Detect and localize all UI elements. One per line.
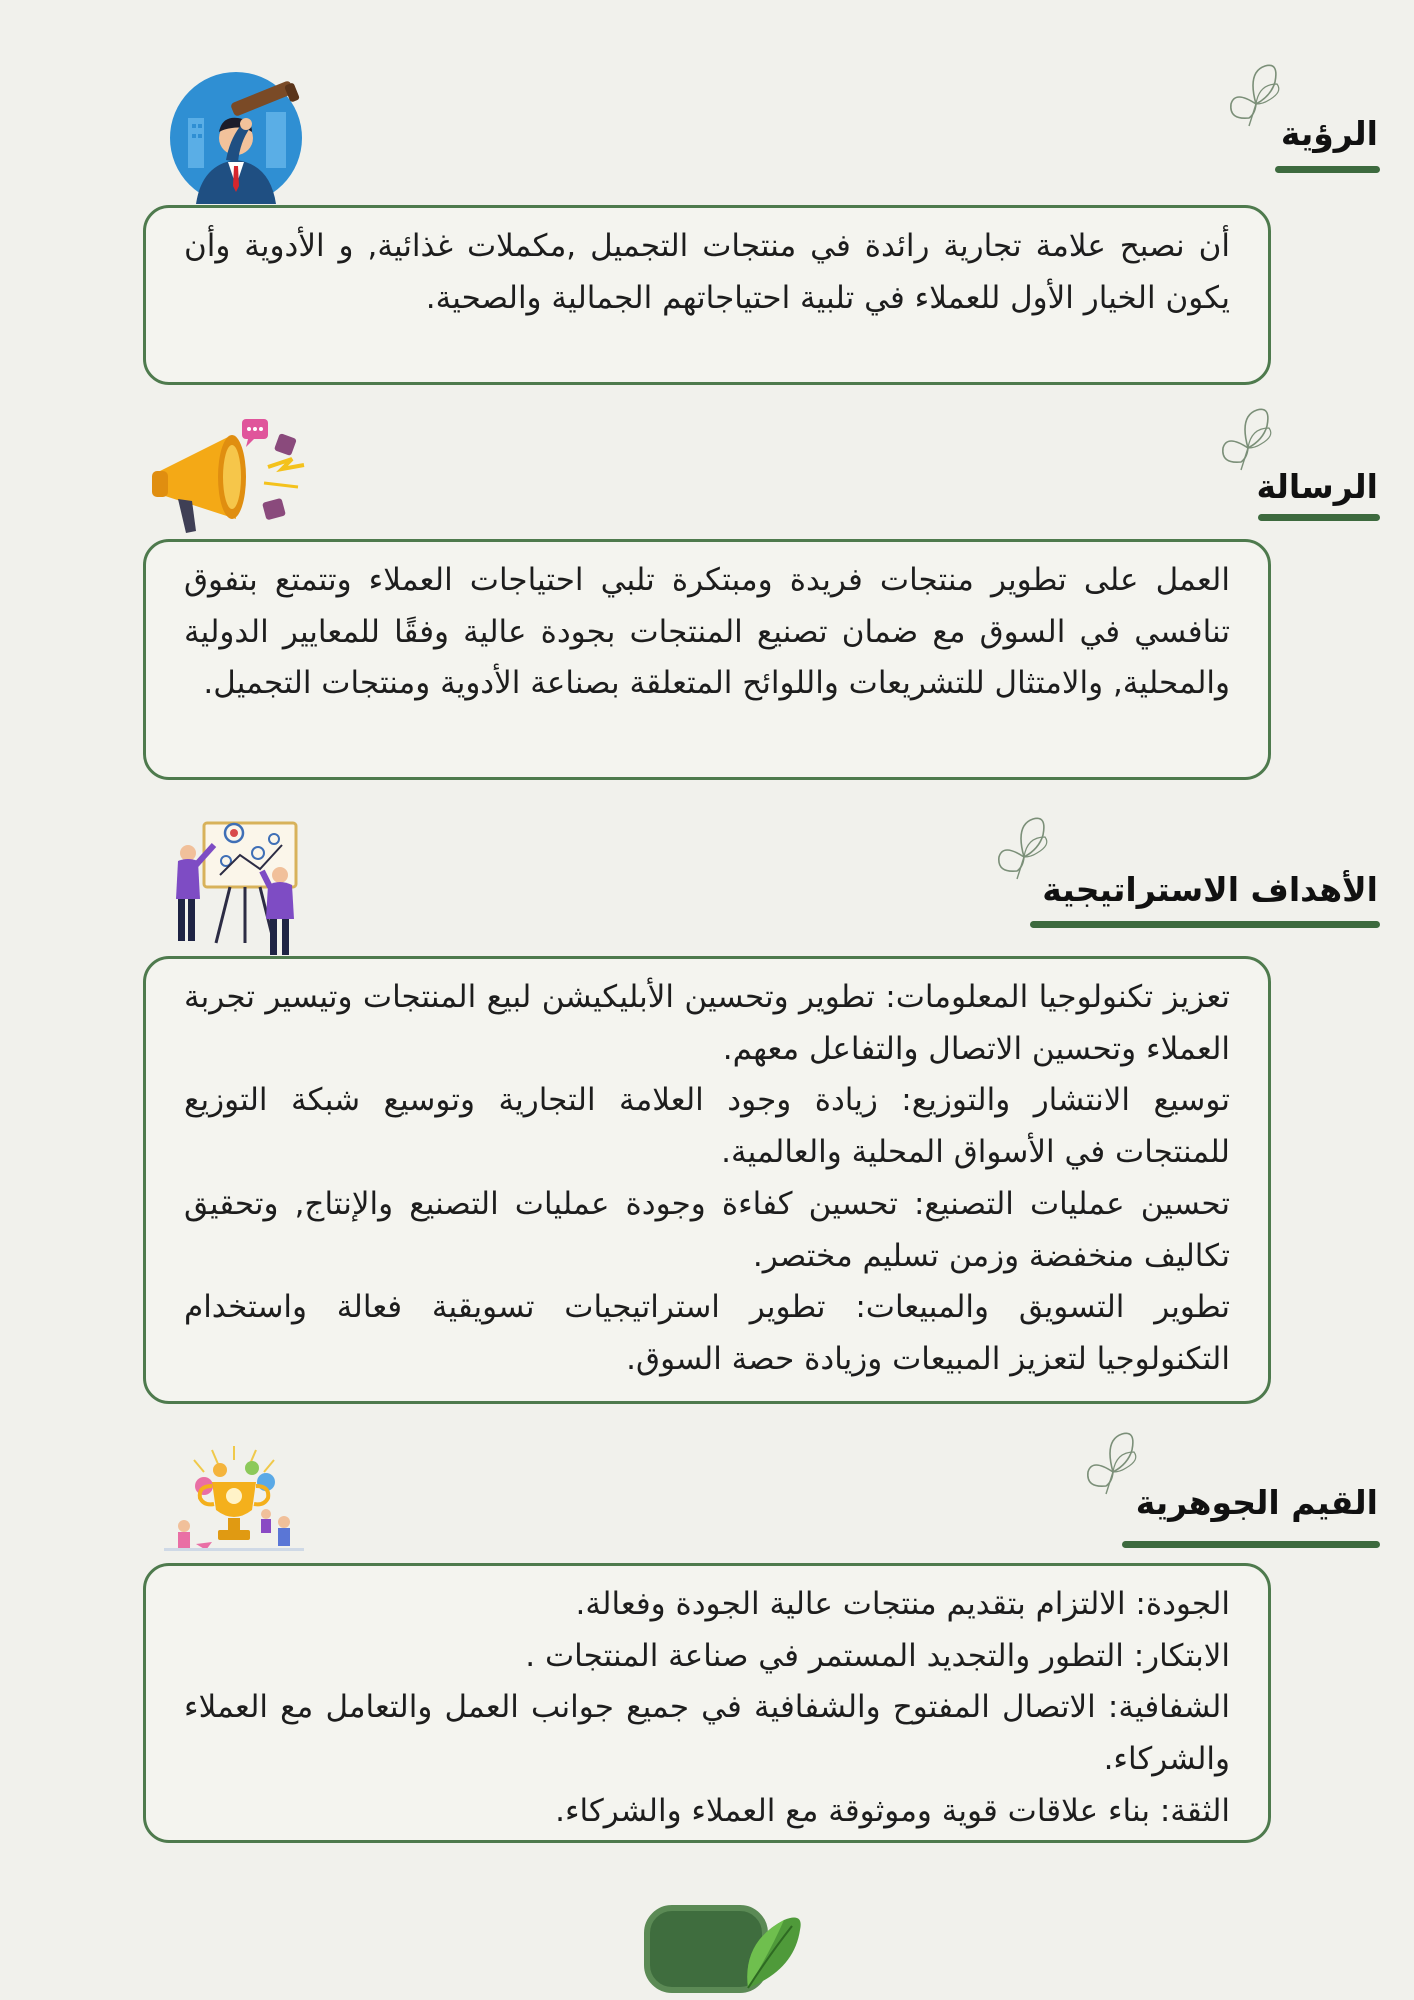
vision-box xyxy=(143,205,1271,385)
butterfly-outline-icon xyxy=(1225,64,1287,130)
vision-title: الرؤية xyxy=(1280,114,1378,153)
goals-title-underline xyxy=(1030,921,1380,928)
megaphone-icon xyxy=(152,415,320,545)
goal-item-manufacturing: تحسين عمليات التصنيع: تحسين كفاءة وجودة عمليات التصنيع والإنتاج, وتحقيق تكاليف منخفضة وزمن تسليم مختصر. xyxy=(184,1185,1230,1274)
value-item-quality: الجودة: الالتزام بتقديم منتجات عالية الجودة وفعالة. xyxy=(575,1586,1230,1622)
value-item-trust: الثقة: بناء علاقات قوية وموثوقة مع العملاء والشركاء. xyxy=(555,1792,1230,1829)
mission-title: الرسالة xyxy=(1256,467,1378,506)
strategy-board-icon xyxy=(170,815,304,957)
value-item-innovation: الابتكار: التطور والتجديد المستمر في صناعة المنتجات . xyxy=(525,1637,1230,1674)
butterfly-outline-icon xyxy=(1082,1432,1144,1498)
goal-item-tech: تعزيز تكنولوجيا المعلومات: تطوير وتحسين الأبليكيشن لبيع المنتجات وتيسير تجربة العملاء وتحسين الاتصال والتفاعل معهم. xyxy=(184,979,1230,1067)
mission-box xyxy=(143,539,1271,780)
value-item-transparency: الشفافية: الاتصال المفتوح والشفافية في جميع جوانب العمل والتعامل مع العملاء والشركاء. xyxy=(184,1689,1230,1778)
butterfly-outline-icon xyxy=(1217,408,1279,474)
goal-item-distribution: توسيع الانتشار والتوزيع: زيادة وجود العلامة التجارية وتوسيع شبكة التوزيع للمنتجات في الأسواق المحلية والعالمية. xyxy=(184,1082,1230,1171)
leaf-icon xyxy=(740,1912,806,1992)
values-title-underline xyxy=(1122,1541,1380,1548)
mission-title-underline xyxy=(1258,514,1380,521)
goal-item-marketing: تطوير التسويق والمبيعات: تطوير استراتيجيات تسويقية فعالة واستخدام التكنولوجيا لتعزيز المبيعات وزيادة حصة السوق. xyxy=(184,1289,1230,1377)
goals-title: الأهداف الاستراتيجية xyxy=(1042,870,1378,909)
values-title: القيم الجوهرية xyxy=(1135,1483,1378,1522)
vision-title-underline xyxy=(1275,166,1380,173)
vision-text: أن نصبح علامة تجارية رائدة في منتجات التجميل ,مكملات غذائية, و الأدوية وأن يكون الخيار الأول للعملاء في تلبية احتياجاتهم الجمالية والصحية. xyxy=(184,228,1230,316)
goals-box xyxy=(143,956,1271,1404)
trophy-celebration-icon xyxy=(154,1440,314,1552)
mission-text: العمل على تطوير منتجات فريدة ومبتكرة تلبي احتياجات العملاء وتتمتع بتفوق تنافسي في السوق مع ضمان تصنيع المنتجات بجودة عالية وفقًا للمعايير الدولية والمحلية, والامتثال للتشريعات واللوائح المتعلقة بصناعة الأدوية ومنتجات التجميل. xyxy=(184,562,1230,702)
values-box xyxy=(143,1563,1271,1843)
businessman-telescope-icon xyxy=(166,68,306,208)
